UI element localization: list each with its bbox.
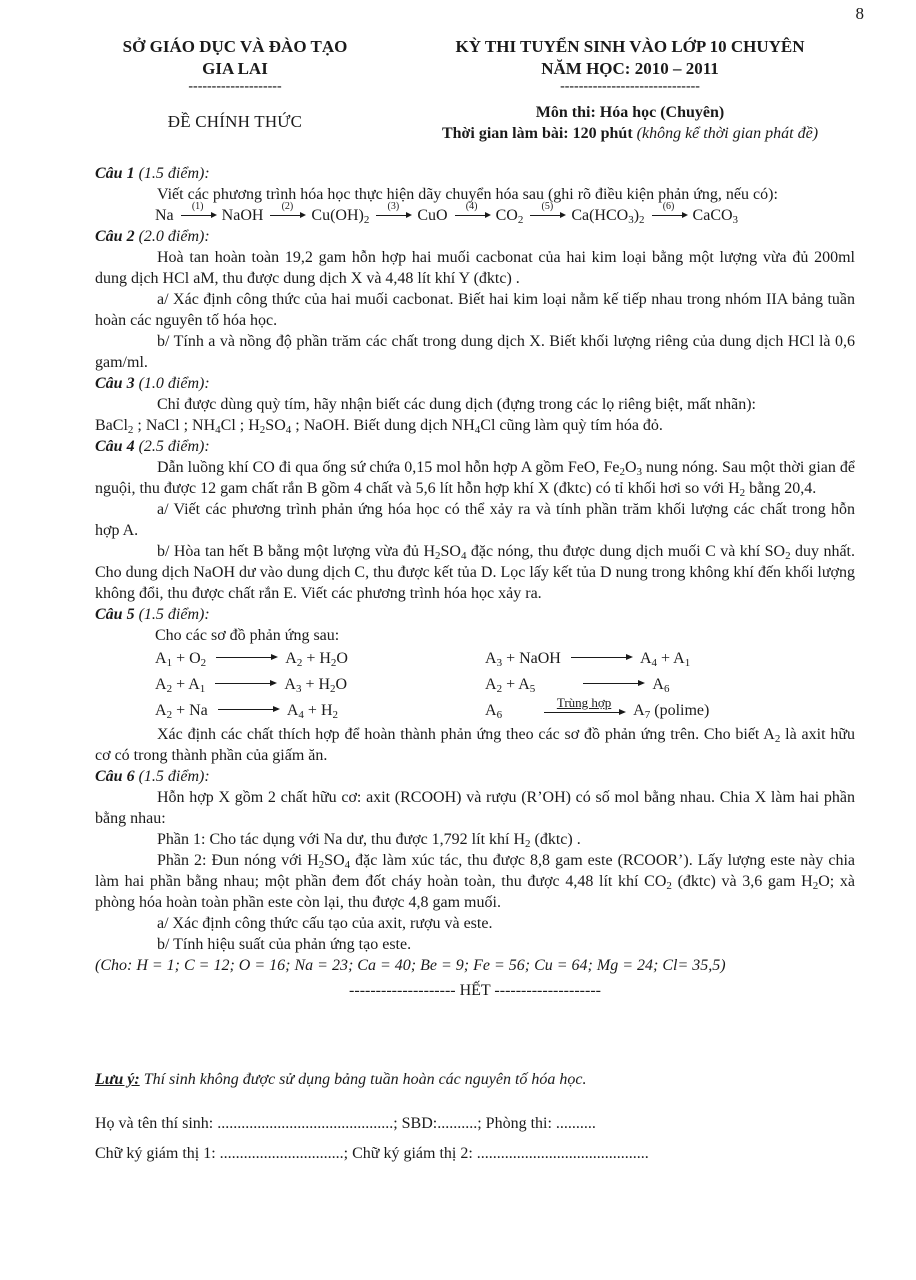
q6-part-2: Phần 2: Đun nóng với $H_2SO_4$ đặc làm xúc tác, thu được 8,8 gam este (RCOOR’). Lấy lượng este này chia làm hai phần bằng nhau; một phần đem đốt cháy hoàn toàn, thu được 4,48 lít khí $CO_2$ (đktc) và 3,6 gam $H_2O$; xà phòng hóa hoàn toàn phần este còn lại, thu được 4,8 gam muối.	[95, 852, 856, 911]
q6-part-a: a/ Xác định công thức cấu tạo của axit, rượu và este.	[157, 915, 493, 932]
header-divider: --------------------	[188, 79, 282, 94]
school-year: NĂM HỌC: 2010 – 2011	[541, 59, 719, 78]
q6-heading: Câu 6 (1.5 điểm):	[95, 768, 210, 785]
q4-part-b: b/ Hòa tan hết B bằng một lượng vừa đủ $H_2SO_4$ đặc nóng, thu được dung dịch muối C và khí $SO_2$ duy nhất. Cho dung dịch NaOH dư vào dung dịch C, thu được kết tủa D. Lọc lấy kết tủa D nung trong không khí đến khối lượng không đổi, thu được chất rắn E. Viết các phương trình hóa học xảy ra.	[95, 543, 856, 602]
reaction-6: $A_6$ $^{Trùng hợp}$ $A_7$ (polime)	[485, 695, 710, 721]
end-mark: -------------------- HẾT --------------------	[349, 982, 601, 999]
note-label: Lưu ý:	[95, 1071, 140, 1088]
q2-part-a: a/ Xác định công thức của hai muối cacbonat. Biết hai kim loại nằm kế tiếp nhau trong nhóm IIA bảng tuần hoàn các nguyên tố hóa học.	[95, 291, 855, 329]
department-header	[95, 36, 375, 94]
q5-heading: Câu 5 (1.5 điểm):	[95, 606, 210, 623]
exam-title: KỲ THI TUYỂN SINH VÀO LỚP 10 CHUYÊN	[455, 37, 805, 56]
duration-note: (không kể thời gian phát đề)	[636, 125, 819, 142]
official-label: ĐỀ CHÍNH THỨC	[167, 112, 303, 131]
q6-part-1: Phần 1: Cho tác dụng với Na dư, thu được 1,792 lít khí $H_2$ (đktc) .	[157, 831, 581, 850]
note	[95, 1071, 587, 1089]
q1-chain: Na (1) NaOH (2) $Cu(OH)_2$ (3) CuO (4) $CO_2$ (5) $Ca(HCO_3)_2$ (6) CaCO$_3$	[155, 201, 739, 226]
department-name: SỞ GIÁO DỤC VÀ ĐÀO TẠO	[122, 37, 348, 56]
q6-intro: Hỗn hợp X gồm 2 chất hữu cơ: axit (RCOOH) và rượu (R’OH) có số mol bằng nhau. Chia X làm hai phần bằng nhau:	[95, 789, 855, 827]
q3-solutions: BaCl$_2$ ; NaCl ; $NH_4Cl$ ; $H_2SO_4$ ; NaOH. Biết dung dịch $NH_4Cl$ cũng làm quỳ tím hóa đỏ.	[95, 417, 663, 436]
q4-intro: Dẫn luồng khí CO đi qua ống sứ chứa 0,15 mol hỗn hợp A gồm FeO, $Fe_2O_3$ nung nóng. Sau một thời gian để nguội, thu được 12 gam chất rắn B gồm 4 chất và 5,6 lít hỗn hợp khí X (đktc) có tỉ khối hơi so với $H_2$ bằng 20,4.	[95, 459, 856, 499]
reaction-2: $A_2 + A_1$ $A_3 + H_2O$	[155, 676, 348, 695]
reaction-5: $A_2 + A_5$ $A_6$	[485, 676, 670, 695]
page-number: 8	[855, 4, 864, 23]
exam-header	[420, 36, 840, 94]
exam-body	[95, 163, 855, 1001]
q4-part-a: a/ Viết các phương trình phản ứng hóa học có thể xảy ra và tính phần trăm khối lượng các chất trong hỗn hợp A.	[95, 501, 855, 539]
q6-part-b: b/ Tính hiệu suất của phản ứng tạo este.	[157, 936, 412, 953]
supervisor-signature-line: Chữ ký giám thị 1: ...............................; Chữ ký giám thị 2: ...........................................	[95, 1145, 649, 1162]
q2-intro: Hoà tan hoàn toàn 19,2 gam hỗn hợp hai muối cacbonat của hai kim loại bằng một lượng vừa đủ 200ml dung dịch HCl aM, thu được dung dịch X và 4,48 lít khí Y (đktc) .	[95, 249, 855, 287]
q2-heading: Câu 2 (2.0 điểm):	[95, 228, 210, 245]
subject-name: Môn thi: Hóa học (Chuyên)	[535, 104, 725, 121]
atomic-masses: (Cho: H = 1; C = 12; O = 16; Na = 23; Ca = 40; Be = 9; Fe = 56; Cu = 64; Mg = 24; Cl= 35,5)	[95, 957, 726, 974]
candidate-info-line: Họ và tên thí sinh: ............................................; SBD:..........; Phòng thi: ..........	[95, 1115, 596, 1132]
q2-part-b: b/ Tính a và nồng độ phần trăm các chất trong dung dịch X. Biết khối lượng riêng của dung dịch HCl là 0,6 gam/ml.	[95, 333, 855, 371]
exam-divider: ------------------------------	[560, 79, 700, 94]
q3-intro: Chỉ được dùng quỳ tím, hãy nhận biết các dung dịch (đựng trong các lọ riêng biệt, mất nhãn):	[157, 396, 756, 413]
province-name: GIA LAI	[202, 59, 268, 78]
q5-intro: Cho các sơ đồ phản ứng sau:	[155, 627, 340, 644]
q5-reactions	[95, 646, 855, 724]
exam-duration: Thời gian làm bài: 120 phút (không kể thời gian phát đề)	[441, 125, 819, 142]
q1-text: Viết các phương trình hóa học thực hiện dãy chuyển hóa sau (ghi rõ điều kiện phản ứng, nếu có):	[157, 186, 778, 203]
q1-heading: Câu 1 (1.5 điểm):	[95, 165, 210, 182]
q5-task: Xác định các chất thích hợp để hoàn thành phản ứng theo các sơ đồ phản ứng trên. Cho biết $A_2$ là axit hữu cơ có trong thành phần của giấm ăn.	[95, 726, 855, 764]
note-text: Thí sinh không được sử dụng bảng tuần hoàn các nguyên tố hóa học.	[139, 1071, 587, 1088]
q3-heading: Câu 3 (1.0 điểm):	[95, 375, 210, 392]
reaction-1: $A_1 + O_2$ $A_2 + H_2O$	[155, 650, 348, 669]
q4-heading: Câu 4 (2.5 điểm):	[95, 438, 210, 455]
reaction-3: $A_2 + Na$ $A_4 + H_2$	[155, 702, 338, 721]
subject-info	[400, 102, 860, 144]
reaction-4: $A_3$ + NaOH $A_4 + A_1$	[485, 650, 691, 669]
